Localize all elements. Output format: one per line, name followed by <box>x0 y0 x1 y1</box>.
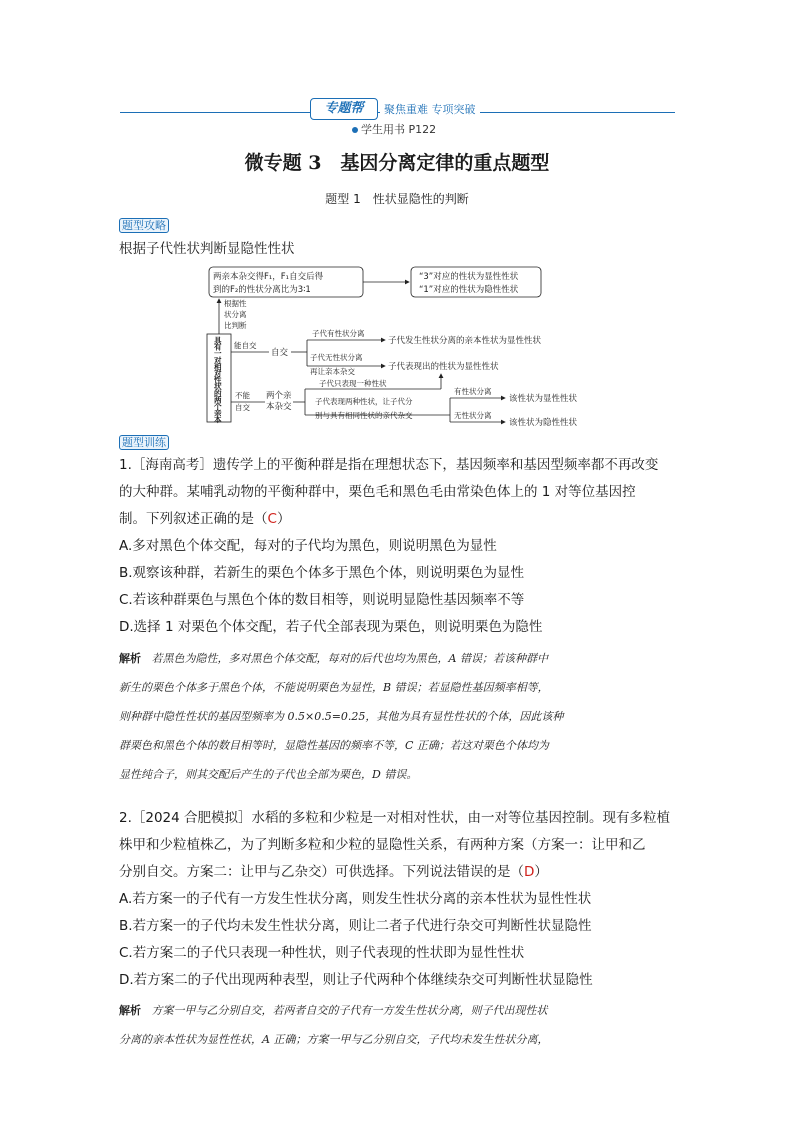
parents-char: 性 <box>214 375 222 385</box>
dominance-flow-diagram <box>195 262 615 427</box>
svg-text:有性状分离 <box>454 386 492 396</box>
svg-text:两个亲 <box>266 390 292 401</box>
svg-text:状分离 <box>224 309 247 319</box>
has-split-label: 有性状分离 <box>454 387 492 396</box>
parents-char: 的 <box>214 388 222 398</box>
q1-explanation-label: 解析 <box>119 652 141 665</box>
q1-option-c: C.若该种群栗色与黑色个体的数目相等，则说明显隐性基因频率不等 <box>119 592 525 608</box>
parents-char: 有 <box>214 342 222 352</box>
question-1 <box>119 452 679 641</box>
q2-explanation: 解析 方案一甲与乙分别自交，若两者自交的子代有一方发生性状分离，则子代出现性状 分离的亲本性状为显性性状，A 正确；方案一甲与乙分别自交，子代均未发生性状分离， <box>119 1004 549 1046</box>
topic-badge: 专题帮 <box>310 98 378 120</box>
parents-char: 对 <box>214 369 222 378</box>
parents-char: 具 <box>214 336 222 345</box>
svg-text:能自交 <box>234 340 257 350</box>
bullet-icon <box>352 127 358 133</box>
strategy-section-tag: 题型攻略 <box>119 214 169 233</box>
svg-text:该性状为隐性性状 <box>509 417 578 427</box>
svg-text:子代发生性状分离的亲本性状为显性性状 <box>388 335 542 346</box>
svg-text:到的F₂的性状分离比为3∶1 <box>213 284 311 295</box>
hybrid-again-label: 再让亲本杂交 <box>310 367 355 376</box>
parents-char: 亲 <box>214 408 222 418</box>
can-self-label: 能自交 <box>234 341 257 350</box>
result-2: 子代表现出的性状为显性性状 <box>388 362 499 372</box>
svg-text:无性状分离 <box>454 410 492 420</box>
self-label: 自交 <box>271 348 289 358</box>
result-line-1: “3”对应的性状为显性性状 <box>419 272 519 282</box>
q1-option-d: D.选择 1 对栗色个体交配，若子代全部表现为栗色，则说明栗色为隐性 <box>119 619 543 635</box>
q2-stem-line: 2.［2024 合肥模拟］水稻的多粒和少粒是一对相对性状，由一对等位基因控制。现有多粒植 <box>119 810 671 826</box>
svg-text:比判断 <box>224 320 247 330</box>
question-2 <box>119 805 679 994</box>
top-box-line-2: 到的F₂的性状分离比为3∶1 <box>213 285 311 295</box>
svg-text:子代表现出的性状为显性性状 <box>388 361 499 372</box>
top-box-line-1: 两亲本杂交得F₁，F₁自交后得 <box>213 272 324 282</box>
svg-text:子代有性状分离 <box>312 328 365 338</box>
q2-option-a: A.若方案一的子代有一方发生性状分离，则发生性状分离的亲本性状为显性性状 <box>119 891 592 907</box>
svg-text:别与具有相同性状的亲代杂交 <box>315 410 413 420</box>
intro-text: 根据子代性状判断显隐性性状 <box>119 241 295 257</box>
q2-stem-line: 株甲和少粒植株乙，为了判断多粒和少粒的显隐性关系，有两种方案（方案一：让甲和乙 <box>119 837 646 853</box>
svg-text:子代只表现一种性状 <box>319 378 387 388</box>
result-line-2: “1”对应的性状为隐性性状 <box>419 285 519 295</box>
parents-char: 两 <box>214 395 222 405</box>
svg-text:子代表现两种性状，让子代分 <box>315 396 413 407</box>
parents-char: 个 <box>214 402 222 411</box>
q2-stem-line-last: 分别自交。方案二：让甲与乙杂交）可供选择。下列说法错误的是（D） <box>119 864 548 880</box>
svg-text:“1”对应的性状为隐性性状 <box>419 284 519 295</box>
one-trait-label: 子代只表现一种性状 <box>319 379 387 388</box>
header-slogan: 聚焦重难 专项突破 <box>380 101 480 117</box>
svg-text:该性状为显性性状 <box>509 393 578 404</box>
cannot-self-2: 自交 <box>235 403 250 412</box>
svg-text:两亲本杂交得F₁，F₁自交后得 <box>213 271 324 282</box>
svg-text:“3”对应的性状为显性性状 <box>419 271 519 282</box>
vertical-label-3: 比判断 <box>224 321 247 330</box>
two-parents-1: 两个亲 <box>266 391 292 401</box>
q1-option-b: B.观察该种群，若新生的栗色个体多于黑色个体，则说明栗色为显性 <box>119 565 525 581</box>
two-traits-1: 子代表现两种性状，让子代分 <box>315 397 413 406</box>
result-dominant: 该性状为显性性状 <box>509 394 578 404</box>
page-subtitle: 题型 1 性状显隐性的判断 <box>325 192 469 206</box>
result-1: 子代发生性状分离的亲本性状为显性性状 <box>388 336 542 346</box>
parents-char: 本 <box>214 415 222 425</box>
offspring-nosplit-label: 子代无性状分离 <box>310 353 363 362</box>
vertical-label-1: 根据性 <box>224 299 247 308</box>
vertical-label-2: 状分离 <box>224 310 247 319</box>
q1-answer: C <box>267 511 277 527</box>
svg-text:本杂交 <box>266 401 292 412</box>
svg-text:再让亲本杂交 <box>310 366 355 376</box>
parents-char: 一 <box>214 349 222 359</box>
page-title: 微专题 3 基因分离定律的重点题型 <box>244 152 550 174</box>
svg-text:自交 <box>235 402 250 412</box>
svg-text:自交 <box>271 347 289 358</box>
q1-explanation: 解析 若黑色为隐性，多对黑色个体交配，每对的后代也均为黑色，A 错误；若该种群中 新生的栗色个体多于黑色个体，不能说明栗色为显性，B 错误；若显隐性基因频率相等， 则种群中隐性性状的基因型频率为 0.5×0.5=0.25，其他为具有显性性状的个体，因此该种 群栗色和黑色个体的数目相等时，显隐性基因的频率不等，C 正确；若这对栗色个体均为 显性纯合子，则其交配后产生的子代也全部为栗色，D 错误。 <box>119 652 564 781</box>
q1-stem-line: 的大种群。某哺乳动物的平衡种群中，栗色毛和黑色毛由常染色体上的 1 对等位基因控 <box>119 484 636 500</box>
parents-char: 相 <box>214 362 222 372</box>
two-traits-2: 别与具有相同性状的亲代杂交 <box>315 411 413 420</box>
result-recessive: 该性状为隐性性状 <box>509 418 578 427</box>
q1-stem-line: 1.［海南高考］遗传学上的平衡种群是指在理想状态下，基因频率和基因型频率都不再改变 <box>119 457 659 473</box>
two-parents-2: 本杂交 <box>266 402 292 412</box>
q2-explanation-label: 解析 <box>119 1004 141 1017</box>
parents-char: 对 <box>214 355 222 365</box>
cannot-self-1: 不能 <box>235 391 250 400</box>
q1-option-a: A.多对黑色个体交配，每对的子代均为黑色，则说明黑色为显性 <box>119 538 497 554</box>
q2-answer: D <box>524 864 535 880</box>
offspring-split-label: 子代有性状分离 <box>312 329 365 338</box>
q2-option-c: C.若方案二的子代只表现一种性状，则子代表现的性状即为显性性状 <box>119 945 525 961</box>
book-reference: 学生用书 P122 <box>352 121 436 137</box>
svg-text:不能 <box>235 390 250 400</box>
parents-char: 状 <box>214 382 222 392</box>
q1-stem-line-last: 制。下列叙述正确的是（C） <box>119 511 291 527</box>
q2-option-d: D.若方案二的子代出现两种表型，则让子代两种个体继续杂交可判断性状显隐性 <box>119 972 593 988</box>
svg-text:根据性 <box>224 298 247 308</box>
no-split-label: 无性状分离 <box>454 411 492 420</box>
svg-text:子代无性状分离 <box>310 352 363 362</box>
q2-option-b: B.若方案一的子代均未发生性状分离，则让二者子代进行杂交可判断性状显隐性 <box>119 918 592 934</box>
training-section-tag: 题型训练 <box>119 431 169 450</box>
